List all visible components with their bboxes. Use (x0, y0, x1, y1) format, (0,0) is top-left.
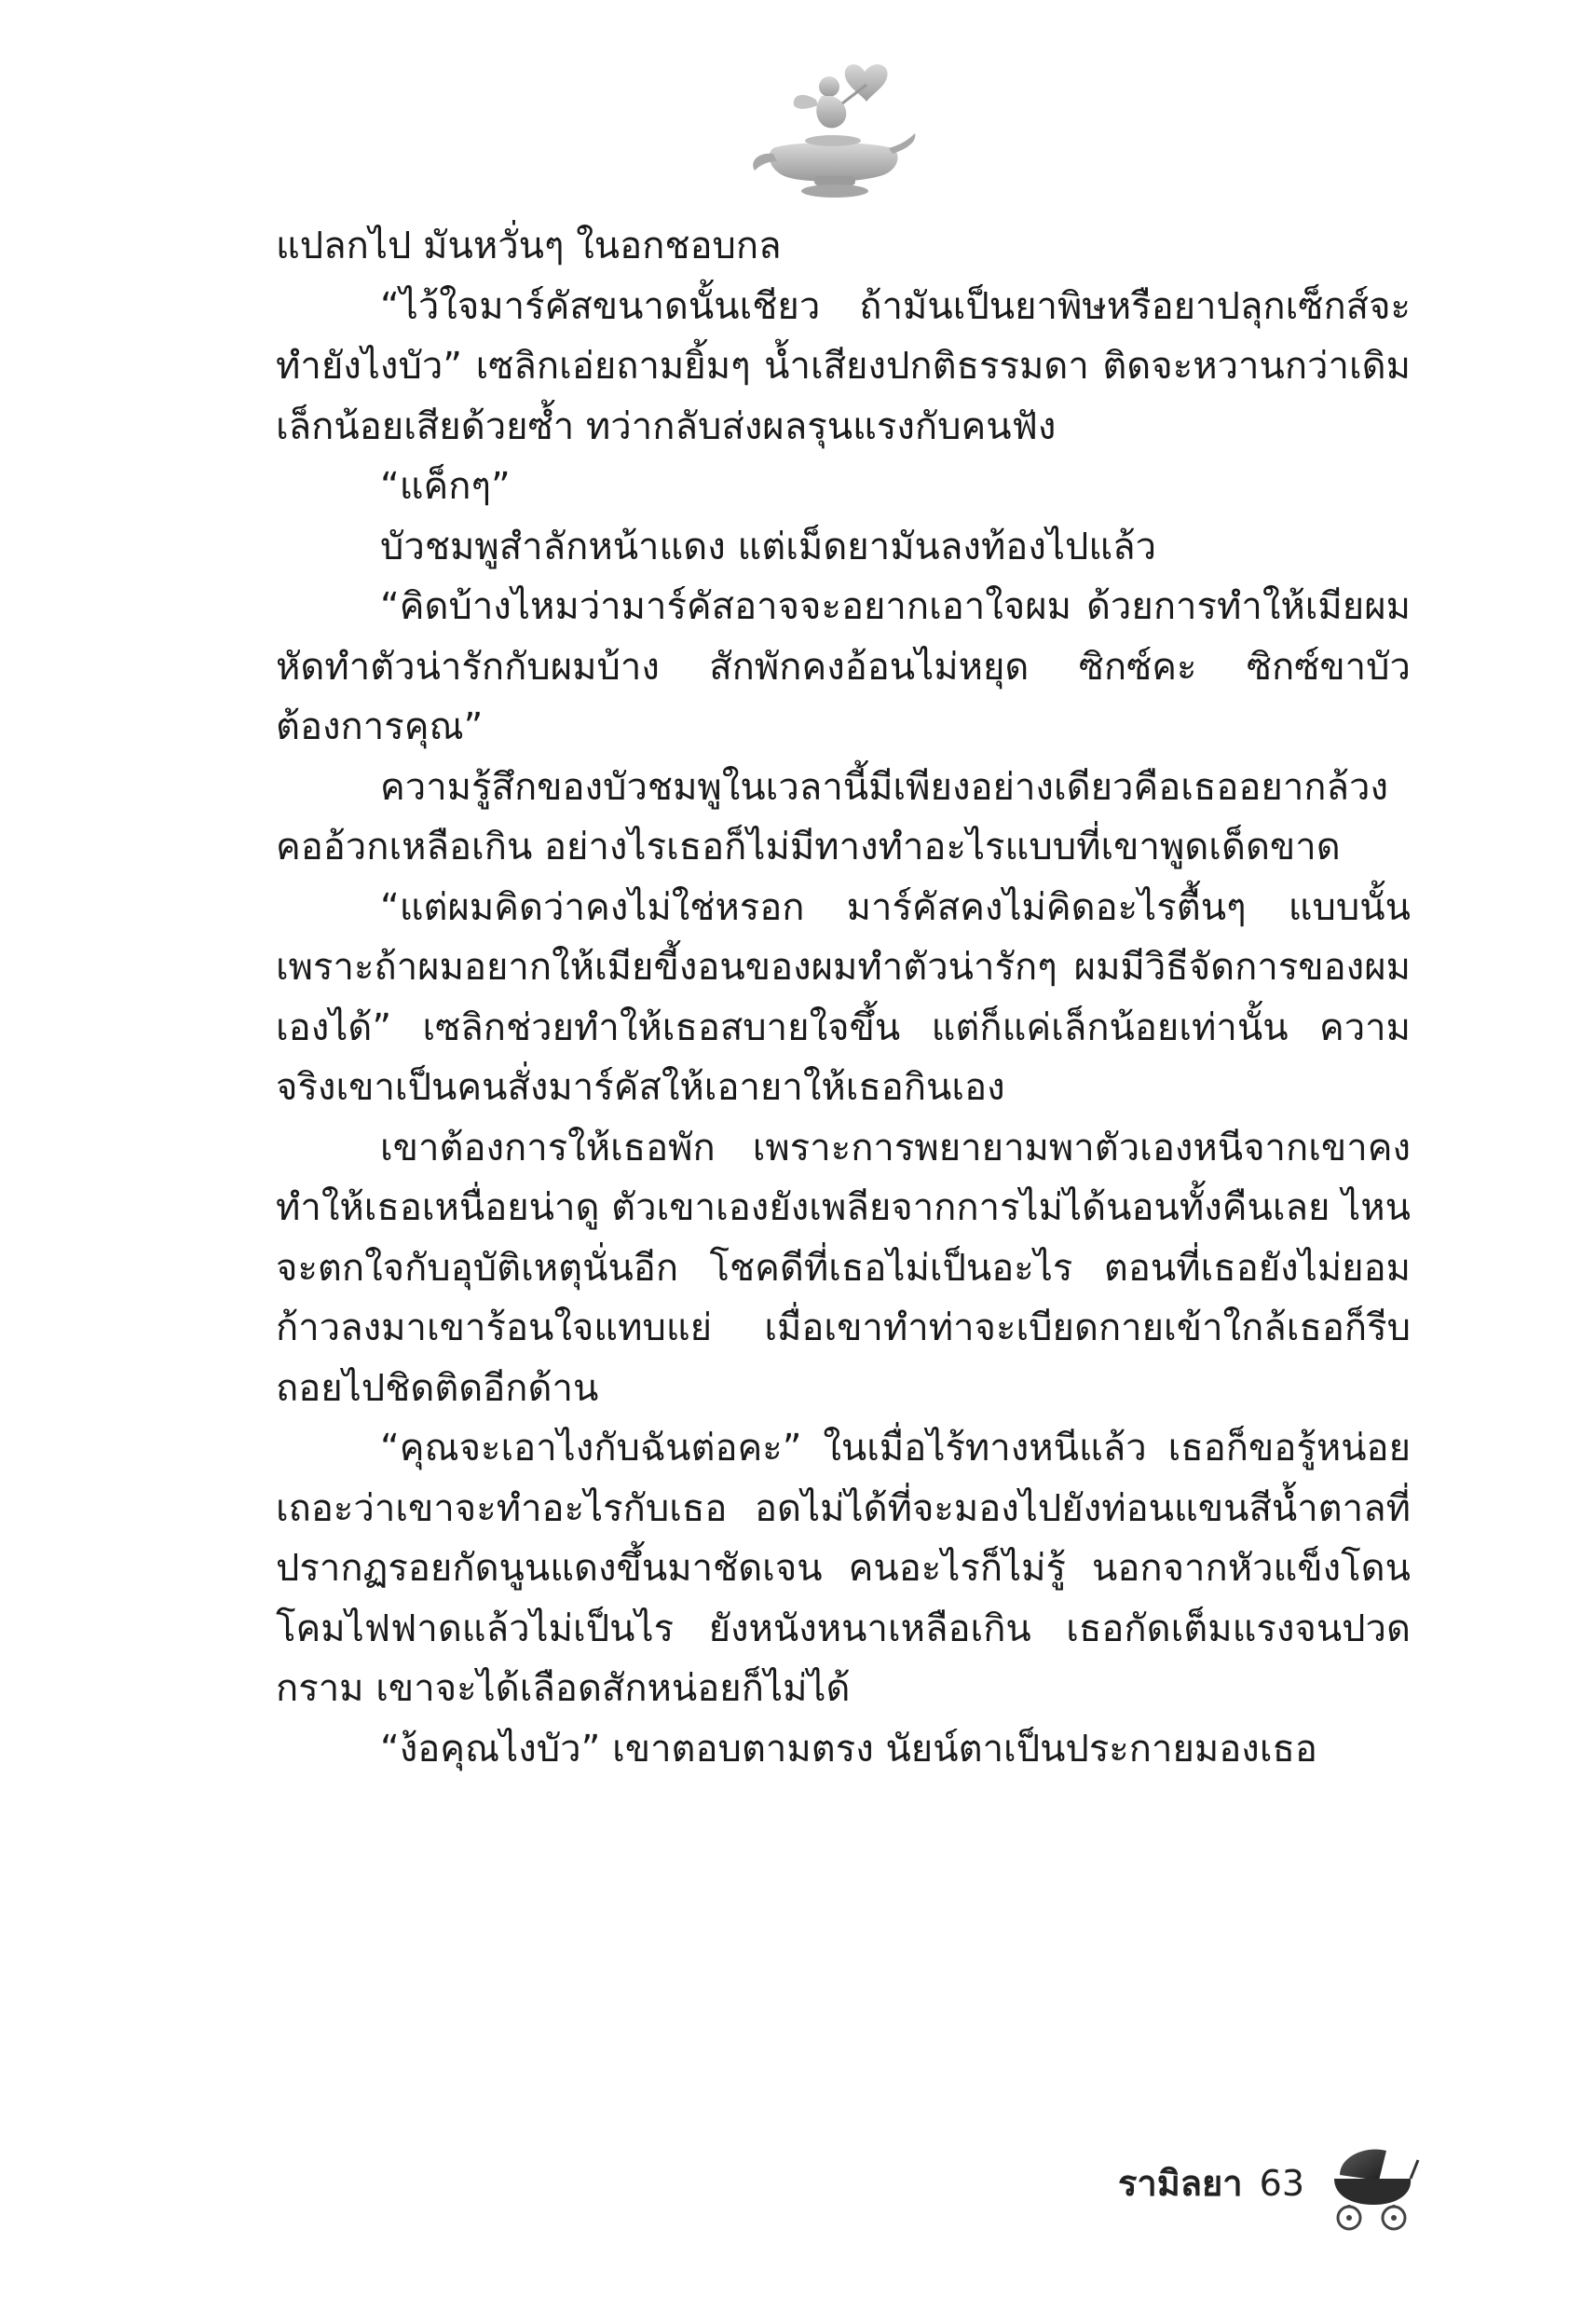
page-number: 63 (1259, 2163, 1304, 2204)
baby-carriage-icon (1321, 2140, 1424, 2233)
paragraph: “คิดบ้างไหมว่ามาร์คัสอาจจะอยากเอาใจผม ด้วยการทำให้เมียผมหัดทำตัวน่ารักกับผมบ้าง สักพักคงอ้อนไม่หยุด ซิกซ์คะ ซิกซ์ขาบัวต้องการคุณ” (276, 585, 1411, 748)
paragraph: บัวชมพูสำลักหน้าแดง แต่เม็ดยามันลงท้องไปแล้ว (380, 525, 1157, 568)
cupid-teapot-icon (736, 51, 922, 200)
author-name: รามิลยา (1117, 2163, 1243, 2204)
body-text (276, 216, 1411, 1779)
paragraph: แปลกไป มันหวั่นๆ ในอกชอบกล (276, 225, 782, 267)
paragraph: “แค็กๆ” (380, 465, 511, 508)
paragraph: “ไว้ใจมาร์คัสขนาดนั้นเชียว ถ้ามันเป็นยาพิษหรือยาปลุกเซ็กส์จะทำยังไงบัว” เซลิกเอ่ยถามยิ้มๆ น้ำเสียงปกติธรรมดา ติดจะหวานกว่าเดิมเล็กน้อยเสียด้วยซ้ำ ทว่ากลับส่งผลรุนแรงกับคนฟัง (276, 284, 1411, 448)
page-footer (1081, 2154, 1304, 2211)
paragraph: ความรู้สึกของบัวชมพูในเวลานี้มีเพียงอย่างเดียวคือเธออยากล้วงคออ้วกเหลือเกิน อย่างไรเธอก็ไม่มีทางทำอะไรแบบที่เขาพูดเด็ดขาด (276, 765, 1389, 868)
paragraph: “คุณจะเอาไงกับฉันต่อคะ” ในเมื่อไร้ทางหนีแล้ว เธอก็ขอรู้หน่อยเถอะว่าเขาจะทำอะไรกับเธอ อดไม่ได้ที่จะมองไปยังท่อนแขนสีน้ำตาลที่ปรากฏรอยกัดนูนแดงขึ้นมาชัดเจน คนอะไรก็ไม่รู้ นอกจากหัวแข็งโดนโคมไฟฟาดแล้วไม่เป็นไร ยังหนังหนาเหลือเกิน เธอกัดเต็มแรงจนปวดกราม เขาจะได้เลือดสักหน่อยก็ไม่ได้ (276, 1427, 1411, 1710)
paragraph: เขาต้องการให้เธอพัก เพราะการพยายามพาตัวเองหนีจากเขาคงทำให้เธอเหนื่อยน่าดู ตัวเขาเองยังเพลียจากการไม่ได้นอนทั้งคืนเลย ไหนจะตกใจกับอุบัติเหตุนั่นอีก โชคดีที่เธอไม่เป็นอะไร ตอนที่เธอยังไม่ยอมก้าวลงมาเขาร้อนใจแทบแย่ เมื่อเขาทำท่าจะเบียดกายเข้าใกล้เธอก็รีบถอยไปชิดติดอีกด้าน (276, 1126, 1412, 1410)
paragraph: “แต่ผมคิดว่าคงไม่ใช่หรอก มาร์คัสคงไม่คิดอะไรตื้นๆ แบบนั้น เพราะถ้าผมอยากให้เมียขี้งอนของผมทำตัวน่ารักๆ ผมมีวิธีจัดการของผมเองได้” เซลิกช่วยทำให้เธอสบายใจขึ้น แต่ก็แค่เล็กน้อยเท่านั้น ความจริงเขาเป็นคนสั่งมาร์คัสให้เอายาให้เธอกินเอง (276, 885, 1411, 1109)
paragraph: “ง้อคุณไงบัว” เขาตอบตามตรง นัยน์ตาเป็นประกายมองเธอ (380, 1727, 1317, 1771)
